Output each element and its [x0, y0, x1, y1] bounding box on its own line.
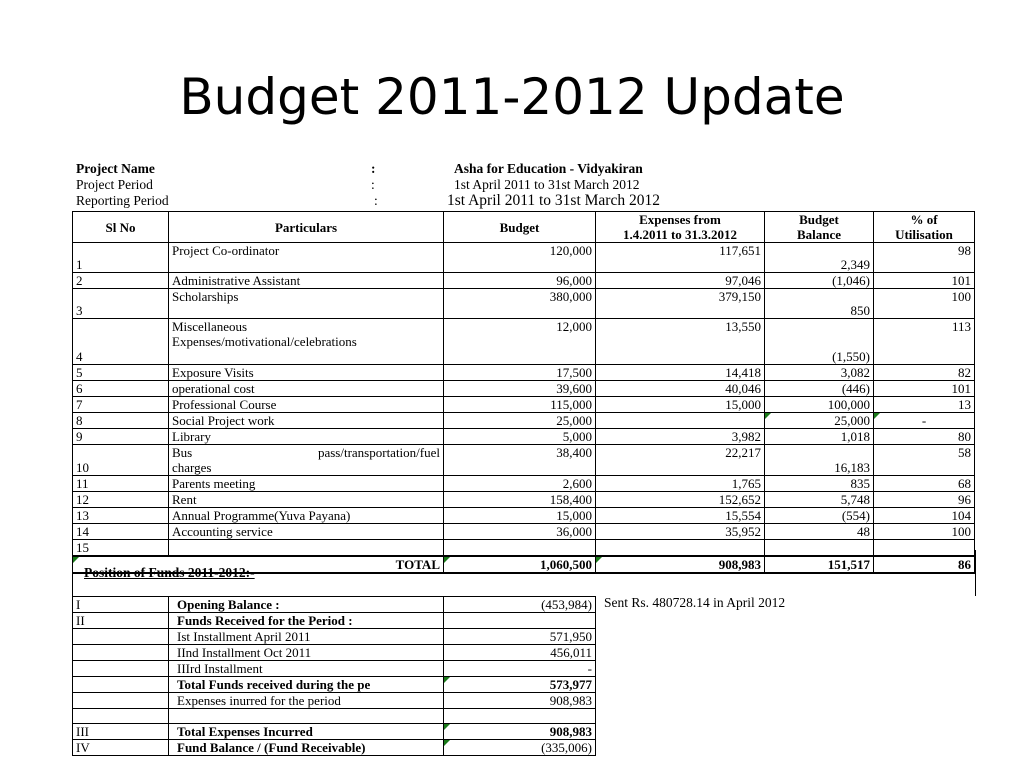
cell-sl: 11 [73, 476, 169, 492]
header-expenses-line1: Expenses from [639, 212, 721, 227]
header-budget: Budget [444, 212, 596, 243]
funds-cell-label: IIIrd Installment [169, 661, 444, 677]
table-row [73, 508, 975, 524]
cell-budget: 120,000 [444, 243, 596, 273]
header-balance-line1: Budget [799, 212, 839, 227]
cell-budget: 39,600 [444, 381, 596, 397]
project-period-value: 1st April 2011 to 31st March 2012 [454, 177, 640, 192]
cell-balance: 1,018 [765, 429, 874, 445]
cell-expenses: 97,046 [596, 273, 765, 289]
funds-cell-num: III [73, 724, 169, 740]
header-util-line2: Utilisation [895, 227, 953, 242]
funds-cell-label [169, 709, 444, 724]
funds-cell-label: Expenses inurred for the period [169, 693, 444, 709]
colon: : [374, 193, 378, 208]
cell-balance: 100,000 [765, 397, 874, 413]
budget-header-row [73, 212, 975, 243]
header-expenses-line2: 1.4.2011 to 31.3.2012 [622, 227, 738, 242]
cell-particulars: Rent [169, 492, 444, 508]
cell-utilisation: 104 [874, 508, 975, 524]
cell-budget: 115,000 [444, 397, 596, 413]
cell-balance: (1,550) [765, 319, 874, 365]
funds-cell-amount: 456,011 [444, 645, 596, 661]
cell-utilisation: 101 [874, 381, 975, 397]
cell-sl: 1 [73, 243, 169, 273]
funds-cell-num: IV [73, 740, 169, 756]
header-balance-line2: Balance [796, 227, 842, 242]
colon: : [371, 177, 375, 192]
cell-particulars: Social Project work [169, 413, 444, 429]
table-row [73, 476, 975, 492]
funds-cell-amount: - [444, 661, 596, 677]
cell-particulars: Parents meeting [169, 476, 444, 492]
cell-balance: 5,748 [765, 492, 874, 508]
cell-particulars: Project Co-ordinator [169, 243, 444, 273]
cell-particulars: Professional Course [169, 397, 444, 413]
reporting-period-value: 1st April 2011 to 31st March 2012 [447, 192, 660, 209]
table-row [73, 413, 975, 429]
header-expenses [596, 212, 765, 243]
total-label: TOTAL [73, 556, 444, 573]
table-row [73, 319, 975, 365]
particulars-word-rest: pass/transportation/fuel [317, 445, 440, 460]
cell-budget: 96,000 [444, 273, 596, 289]
funds-cell-amount: 908,983 [444, 724, 596, 740]
cell-budget: 380,000 [444, 289, 596, 319]
table-row [73, 289, 975, 319]
cell-expenses: 3,982 [596, 429, 765, 445]
cell-utilisation: 96 [874, 492, 975, 508]
slide-title: Budget 2011-2012 Update [179, 68, 845, 126]
funds-table [72, 596, 596, 756]
funds-cell-label: Opening Balance : [169, 597, 444, 613]
cell-particulars: Accounting service [169, 524, 444, 540]
table-row [73, 243, 975, 273]
header-sl-no: Sl No [73, 212, 169, 243]
funds-row [73, 613, 596, 629]
cell-budget: 17,500 [444, 365, 596, 381]
funds-title: Position of Funds 2011-2012:- [84, 565, 255, 580]
cell-sl: 6 [73, 381, 169, 397]
funds-row [73, 693, 596, 709]
cell-expenses: 22,217 [596, 445, 765, 476]
funds-row [73, 709, 596, 724]
funds-cell-label: Total Expenses Incurred [169, 724, 444, 740]
cell-particulars: Administrative Assistant [169, 273, 444, 289]
funds-cell-amount: 908,983 [444, 693, 596, 709]
total-utilisation: 86 [874, 556, 975, 573]
table-row [73, 524, 975, 540]
funds-cell-num [73, 693, 169, 709]
funds-cell-amount: (335,006) [444, 740, 596, 756]
cell-particulars: Library [169, 429, 444, 445]
cell-balance: 835 [765, 476, 874, 492]
cell-balance: 2,349 [765, 243, 874, 273]
cell-sl: 15 [73, 540, 169, 557]
cell-utilisation: 80 [874, 429, 975, 445]
cell-utilisation: 101 [874, 273, 975, 289]
funds-cell-amount: 573,977 [444, 677, 596, 693]
table-row [73, 381, 975, 397]
funds-cell-num [73, 677, 169, 693]
funds-cell-num: II [73, 613, 169, 629]
cell-utilisation: 82 [874, 365, 975, 381]
cell-expenses: 379,150 [596, 289, 765, 319]
total-budget: 1,060,500 [444, 556, 596, 573]
funds-row [73, 645, 596, 661]
particulars-line2: charges [172, 460, 212, 475]
particulars-line1: Miscellaneous [172, 319, 248, 334]
cell-particulars: operational cost [169, 381, 444, 397]
total-balance: 151,517 [765, 556, 874, 573]
cell-utilisation: 113 [874, 319, 975, 365]
particulars-line2: Expenses/motivational/celebrations [172, 334, 357, 349]
cell-sl: 2 [73, 273, 169, 289]
header-util-line1: % of [910, 212, 938, 227]
project-name-label: Project Name [76, 161, 155, 176]
table-row [73, 445, 975, 476]
total-expenses: 908,983 [596, 556, 765, 573]
funds-cell-label: Funds Received for the Period : [169, 613, 444, 629]
header-balance [765, 212, 874, 243]
cell-expenses: 15,554 [596, 508, 765, 524]
funds-cell-label: IInd Installment Oct 2011 [169, 645, 444, 661]
cell-expenses [596, 413, 765, 429]
cell-budget: 5,000 [444, 429, 596, 445]
cell-budget: 2,600 [444, 476, 596, 492]
cell-sl: 4 [73, 319, 169, 365]
cell-sl: 5 [73, 365, 169, 381]
table-row [73, 429, 975, 445]
cell-utilisation: 98 [874, 243, 975, 273]
cell-utilisation: 13 [874, 397, 975, 413]
funds-row [73, 661, 596, 677]
colon: : [371, 161, 376, 176]
table-row [73, 397, 975, 413]
funds-cell-num [73, 661, 169, 677]
funds-cell-label: Fund Balance / (Fund Receivable) [169, 740, 444, 756]
funds-row [73, 677, 596, 693]
particulars-line1 [172, 445, 440, 460]
funds-cell-amount: 571,950 [444, 629, 596, 645]
cell-sl: 8 [73, 413, 169, 429]
cell-sl: 13 [73, 508, 169, 524]
particulars-word-bus: Bus [172, 445, 193, 460]
cell-particulars: Annual Programme(Yuva Payana) [169, 508, 444, 524]
cell-balance: 850 [765, 289, 874, 319]
funds-note: Sent Rs. 480728.14 in April 2012 [604, 595, 786, 610]
cell-particulars [169, 445, 444, 476]
cell-balance: 16,183 [765, 445, 874, 476]
cell-budget: 38,400 [444, 445, 596, 476]
cell-utilisation: 68 [874, 476, 975, 492]
funds-cell-num [73, 645, 169, 661]
cell-expenses: 15,000 [596, 397, 765, 413]
cell-sl: 7 [73, 397, 169, 413]
cell-expenses: 35,952 [596, 524, 765, 540]
cell-sl: 10 [73, 445, 169, 476]
cell-sl: 3 [73, 289, 169, 319]
funds-cell-label: Total Funds received during the pe [169, 677, 444, 693]
cell-expenses: 117,651 [596, 243, 765, 273]
project-period-label: Project Period [76, 177, 153, 192]
cell-balance: 25,000 [765, 413, 874, 429]
cell-utilisation: - [874, 413, 975, 429]
cell-balance: 3,082 [765, 365, 874, 381]
funds-cell-num: I [73, 597, 169, 613]
cell-expenses: 152,652 [596, 492, 765, 508]
table-row [73, 365, 975, 381]
cell-budget: 15,000 [444, 508, 596, 524]
cell-particulars: Scholarships [169, 289, 444, 319]
cell-particulars: Exposure Visits [169, 365, 444, 381]
funds-cell-amount: (453,984) [444, 597, 596, 613]
cell-sl: 9 [73, 429, 169, 445]
cell-particulars [169, 319, 444, 365]
project-name-value: Asha for Education - Vidyakiran [454, 161, 643, 176]
cell-balance: (1,046) [765, 273, 874, 289]
cell-budget: 25,000 [444, 413, 596, 429]
funds-cell-label: Ist Installment April 2011 [169, 629, 444, 645]
cell-expenses: 1,765 [596, 476, 765, 492]
funds-cell-amount [444, 613, 596, 629]
funds-cell-amount [444, 709, 596, 724]
funds-cell-num [73, 629, 169, 645]
budget-table [72, 211, 975, 574]
funds-row [73, 629, 596, 645]
cell-expenses: 13,550 [596, 319, 765, 365]
cell-balance: (446) [765, 381, 874, 397]
table-row [73, 273, 975, 289]
header-utilisation [874, 212, 975, 243]
cell-sl: 12 [73, 492, 169, 508]
cell-utilisation: 100 [874, 289, 975, 319]
cell-budget: 12,000 [444, 319, 596, 365]
reporting-period-label: Reporting Period [76, 193, 169, 208]
cell-budget: 158,400 [444, 492, 596, 508]
cell-sl: 14 [73, 524, 169, 540]
table-row [73, 492, 975, 508]
cell-utilisation: 58 [874, 445, 975, 476]
cell-expenses: 14,418 [596, 365, 765, 381]
cell-balance: (554) [765, 508, 874, 524]
cell-budget: 36,000 [444, 524, 596, 540]
header-particulars: Particulars [169, 212, 444, 243]
funds-row [73, 740, 596, 756]
cell-utilisation: 100 [874, 524, 975, 540]
funds-row [73, 724, 596, 740]
funds-cell-num [73, 709, 169, 724]
cell-expenses: 40,046 [596, 381, 765, 397]
funds-row [73, 597, 596, 613]
cell-balance: 48 [765, 524, 874, 540]
